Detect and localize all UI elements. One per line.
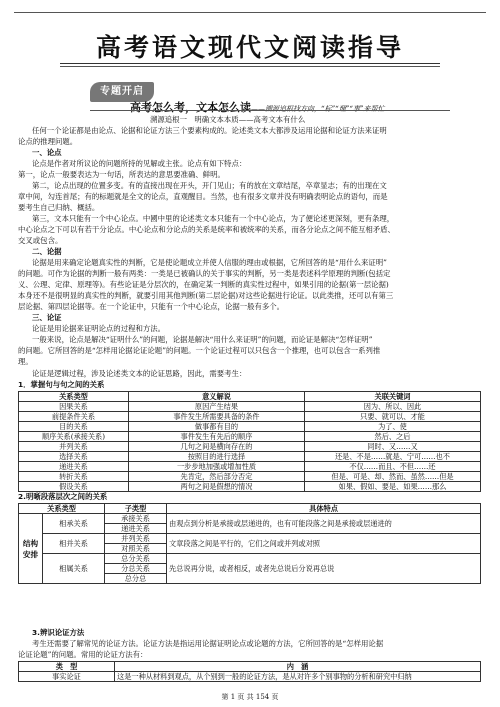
- table-cell: 并列关系: [19, 442, 129, 452]
- table-row: [19, 534, 481, 544]
- group-label-structure: 结构安排: [19, 514, 43, 584]
- heading-lunju: 二、论据: [32, 247, 62, 256]
- table-row: [19, 412, 481, 422]
- argument-method-table: [18, 661, 481, 682]
- table-row: [19, 482, 481, 492]
- para-line: 交叉或包含。: [18, 236, 63, 245]
- para-line: 第三，文本只能有一个中心论点。中國中里的论述类文本只能有一个中心论点，为了便论述更深刻，更有条理，: [32, 214, 395, 223]
- table-cell: 事件发生有先后的顺序: [129, 432, 305, 442]
- table-cell: 因为、所以、因此: [305, 402, 481, 412]
- table-cell: 前提条件关系: [19, 412, 129, 422]
- table-row: [19, 462, 481, 472]
- table-cell: 按照目的进行选择: [129, 452, 305, 462]
- table-cell: 然后、之后: [305, 432, 481, 442]
- table-row: [19, 514, 481, 524]
- title-underline: [60, 63, 440, 64]
- table-header-row: [19, 662, 481, 672]
- paragraph-relation-table: [18, 503, 481, 584]
- table-cell: 为了、使: [305, 422, 481, 432]
- feature-cell: 文章段落之间是平行的，它们之间或并列或对照: [167, 534, 481, 554]
- para-line: 义、公理、定律、原理等)。有些论证是分层次的，在确定某一判断的真实性过程中，如果引用的论据(第一层论据): [18, 280, 389, 289]
- para-line: 章中间，勾连首尾；有的标题就是全文的论点，直观醒目。当然，也有很多文章并没有明确表明论点的语句，而是: [18, 192, 388, 201]
- heading-lunzheng: 三、论证: [32, 313, 62, 322]
- table-row: [19, 422, 481, 432]
- para-line: 一般来说，论点是解决“证明什么”的问题，论据是解决“用什么来证明”的问题，而论证是解决“怎样证明”: [32, 335, 373, 344]
- para-line: 论证是逻辑过程，涉及论述类文本的论证思路，因此，需要考生：: [32, 369, 247, 378]
- table-cell: 但是、可是、却、然而、虽然……但是: [305, 472, 481, 482]
- table-header-row: [19, 504, 481, 514]
- para-line: 本身还不是很明显的真实性的判断，就要引用其他判断(第二层论据)对这些论据进行论证。以此类推，还可以有第三: [18, 291, 394, 300]
- para-line: 要考生自己归纳、概括。: [18, 203, 100, 212]
- subtitle-tail: ——溯源追根找方向，“标”“理”“事”来帮忙: [251, 105, 385, 113]
- sub-type-cell: 并列关系: [105, 534, 167, 544]
- para-line: 论据是用来确定论题真实性的判断，它是使论题成立并使人信服的理由或根据，它所回答的是“用什么来证明”: [32, 258, 387, 267]
- table-cell: 不仅……而且、不但……还: [305, 462, 481, 472]
- relation-type-cell: 相属关系: [43, 554, 105, 584]
- table-cell: 事件发生所需要具备的条件: [129, 412, 305, 422]
- table-header-row: [19, 392, 481, 402]
- table-cell: 还是、不是……就是、宁可……也不: [305, 452, 481, 462]
- para-line: 中心论点之下可以有若干分论点。中心论点和分论点的关系是统率和被统率的关系，而各分论点之间不能互相矛盾、: [18, 225, 395, 234]
- sub-type-cell: 总分关系: [105, 554, 167, 564]
- feature-cell: 先总说再分说，或者相反，或者先总说后分说再总说: [167, 554, 481, 584]
- heading-lundian: 一、论点: [32, 148, 62, 157]
- table-cell: 做事都有目的: [129, 422, 305, 432]
- para-line: 层论据、第四层论据等。在一个论证中，只能有一个中心论点，论据一般有多个。: [18, 302, 285, 311]
- top-rule: [14, 12, 486, 13]
- table-cell: 几句之间是横向存在的: [129, 442, 305, 452]
- page-title: 高考语文现代文阅读指导: [95, 33, 404, 62]
- table-cell: 如果、假如、要是、如果……那么: [305, 482, 481, 492]
- section-heading: 溯源追根一 明确文本本质——高考文本有什么: [150, 115, 306, 124]
- table-row: [19, 672, 481, 682]
- column-header: 子类型: [105, 504, 167, 514]
- intro-line: 任何一个论证都是由论点、论据和论证方法三个要素构成的。论述类文本大都涉及运用论据和论证方法来证明: [32, 126, 387, 135]
- para-line: 第二，论点出现的位置多变。有的直接出现在开头，开门见山；有的放在文章结尾，卒章显志；有的出现在文: [32, 181, 387, 190]
- column-header: 意义解说: [129, 392, 305, 402]
- column-header: 关联关键词: [305, 392, 481, 402]
- para-line: 论证论题”的问题。常用的论证方法有：: [18, 650, 148, 659]
- column-header: 类 型: [19, 662, 115, 672]
- para-line: 第一，论点一般要表达为一句话，所表达的意思要准确、鲜明。: [18, 170, 225, 179]
- subtitle-main: 高考怎么考，文本怎么读: [130, 101, 251, 114]
- table-cell: 目的关系: [19, 422, 129, 432]
- subheading-1: 1．掌握句与句之间的关系: [18, 380, 105, 389]
- column-header: 内 涵: [115, 662, 481, 672]
- relation-type-cell: 相并关系: [43, 534, 105, 554]
- feature-cell: 由观点到分析是承接或层递进的，也有可能段落之间是承接或层递进的: [167, 514, 481, 534]
- table-cell: 只要、就可以、才能: [305, 412, 481, 422]
- table-cell: 同时、又……又: [305, 442, 481, 452]
- para-line: 的问题。可作为论据的判断一般有两类：一类是已被确认的关于事实的判断，另一类是表述科学原理的判断(包括定: [18, 269, 391, 278]
- table-cell: 原因产生结果: [129, 402, 305, 412]
- topic-badge: 专题开启: [90, 82, 154, 102]
- column-header: 具体特点: [167, 504, 481, 514]
- page-footer: 第 1 页 共 154 页: [221, 693, 279, 701]
- subtitle: [130, 96, 384, 115]
- para-line: 论证是用论据来证明论点的过程和方法。: [32, 324, 166, 333]
- title-underline-thin: [60, 66, 440, 67]
- table-row: [19, 452, 481, 462]
- table-row: [19, 432, 481, 442]
- subheading-3: 3.辨识论证方法: [32, 628, 85, 637]
- para-line: 理。: [18, 357, 33, 366]
- para-line: 考生还需要了解常见的论证方法。论证方法是指运用论据证明论点或论题的方法，它所回答的是“怎样用论据: [32, 639, 384, 648]
- table-row: [19, 442, 481, 452]
- table-cell: 顺序关系(承接关系): [19, 432, 129, 442]
- subheading-2: 2.明晰段落层次之间的关系: [18, 492, 108, 501]
- intro-line: 论点的推理问题。: [18, 137, 78, 146]
- sub-type-cell: 承接关系: [105, 514, 167, 524]
- subtitle-rule: [90, 110, 450, 111]
- table-cell: 假设关系: [19, 482, 129, 492]
- table-row: [19, 402, 481, 412]
- table-row: [19, 554, 481, 564]
- para-line: 的问题。它所回答的是“怎样用论据论证论题”的问题。一个论证过程可以只包含一个推理，也可以包含一系列推: [18, 346, 381, 355]
- para-line: 论点是作者对所议论的问题所持的见解或主张。论点有如下特点：: [32, 159, 247, 168]
- table-row: [19, 472, 481, 482]
- sentence-relation-table: [18, 391, 481, 492]
- sub-type-cell: 总分总: [105, 574, 167, 584]
- table-cell: 递进关系: [19, 462, 129, 472]
- table-cell: 转折关系: [19, 472, 129, 482]
- relation-type-cell: 相承关系: [43, 514, 105, 534]
- column-header: 关系类型: [19, 392, 129, 402]
- table-cell: 因果关系: [19, 402, 129, 412]
- sub-type-cell: 递进关系: [105, 524, 167, 534]
- table-cell: 这是一种从材料到观点，从个别到一般的论证方法，是从对许多个别事物的分析和研究中归纳: [115, 672, 481, 682]
- table-cell: 两句之间是假想的情况: [129, 482, 305, 492]
- column-header: 关系类型: [19, 504, 105, 514]
- table-cell: 先肯定，然后部分否定: [129, 472, 305, 482]
- table-cell: 事实论证: [19, 672, 115, 682]
- table-cell: 一步步地加强或增加性质: [129, 462, 305, 472]
- sub-type-cell: 对照关系: [105, 544, 167, 554]
- sub-type-cell: 分总关系: [105, 564, 167, 574]
- table-cell: 选择关系: [19, 452, 129, 462]
